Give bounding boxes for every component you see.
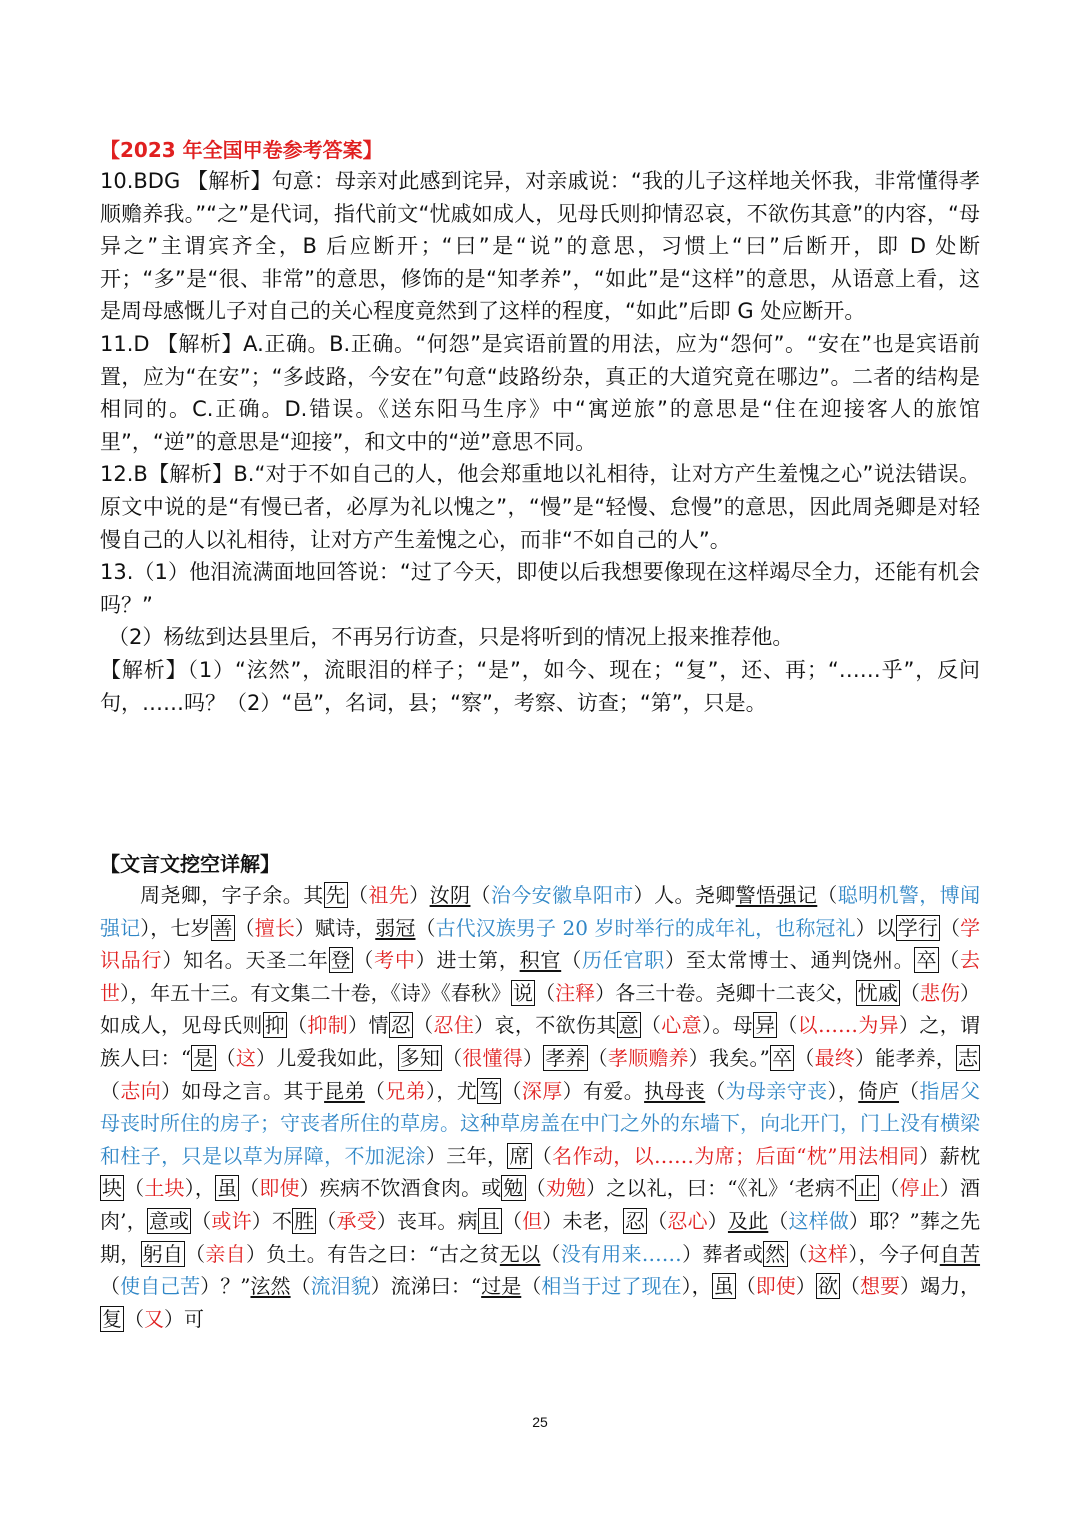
text-segment: ）哀，不欲伤其: [474, 1013, 617, 1038]
classical-text-paragraph: [100, 879, 980, 1335]
text-segment: 周尧卿，字子余。其: [140, 883, 324, 907]
text-segment: ）三年，: [425, 1143, 508, 1168]
text-segment: （: [348, 883, 369, 907]
gloss-red: 很懂得: [462, 1045, 523, 1070]
key-word-boxed: 止: [857, 1176, 878, 1201]
text-segment: （: [287, 1013, 308, 1038]
key-phrase-underlined: 泫然: [250, 1274, 291, 1299]
text-segment: （: [316, 1208, 337, 1233]
key-phrase-underlined: 执母丧: [644, 1078, 706, 1103]
text-segment: ）疾病不饮酒食肉。或: [299, 1176, 502, 1201]
answers-heading: 【2023 年全国甲卷参考答案】: [100, 138, 383, 162]
key-word-boxed: 忧戚: [857, 980, 898, 1005]
key-word-boxed: 胜: [294, 1208, 315, 1233]
text-segment: ），年五十三。有文集二十卷，《诗》《春秋》: [120, 980, 512, 1005]
text-segment: （: [640, 1013, 662, 1038]
text-segment: （: [879, 1176, 900, 1201]
text-segment: ）儿爱我如此，: [256, 1045, 398, 1070]
text-segment: （: [124, 1176, 145, 1201]
key-word-boxed: 先: [325, 883, 347, 907]
key-word-boxed: 欲: [817, 1274, 838, 1299]
text-segment: （: [521, 1274, 542, 1299]
text-segment: （: [470, 883, 491, 907]
answer-q13-analysis: 【解析】（1）“泫然”，流眼泪的样子；“是”，如今、现在；“复”，还、再；“……乎”，反问句，……吗？（2）“邑”，名词，县；“察”，考察、访查；“第”，只是。: [100, 657, 980, 715]
text-segment: （: [777, 1013, 798, 1038]
text-segment: ）葬者或: [681, 1241, 764, 1266]
text-segment: ）不: [251, 1208, 293, 1233]
text-segment: （: [535, 980, 556, 1005]
text-segment: （: [364, 1078, 386, 1103]
gloss-red: 悲伤: [919, 980, 961, 1005]
text-segment: （: [899, 980, 920, 1005]
gloss-red: 孝顺赡养: [607, 1045, 689, 1070]
gloss-red: 亲自: [205, 1241, 246, 1266]
answers-section: [100, 165, 980, 719]
text-segment: （: [100, 1274, 121, 1299]
text-segment: （: [290, 1274, 311, 1299]
text-segment: ），: [827, 1078, 859, 1103]
text-segment: ），: [681, 1274, 712, 1299]
key-word-boxed: 是: [193, 1045, 214, 1070]
gloss-red: 擅长: [254, 915, 295, 940]
text-segment: ）: [409, 883, 430, 907]
text-segment: （: [124, 1306, 144, 1331]
gloss-red: 忍心: [667, 1208, 708, 1233]
text-segment: （: [768, 1208, 789, 1233]
key-word-boxed: 块: [102, 1176, 123, 1201]
key-word-boxed: 笃: [479, 1078, 500, 1103]
text-segment: ）各三十卷。尧卿十二丧父，: [595, 980, 856, 1005]
gloss-blue: 使自己苦: [120, 1274, 201, 1299]
text-segment: ），尤: [425, 1078, 478, 1103]
text-segment: （: [191, 1208, 212, 1233]
answer-q11: 11.D 【解析】A.正确。B.正确。“何怨”是宾语前置的用法，应为“怨何”。“安在”也是宾语前置，应为“在安”；“多歧路，今安在”句意“歧路纷杂，真正的大道究竟在哪边”。二者的结构是相同的。C.正确。D.错误。《送东阳马生序》中“寓逆旅”的意思是“住在迎接客人的旅馆里”，“逆”的意思是“迎接”，和文中的“逆”意思不同。: [100, 331, 980, 454]
key-phrase-underlined: 弱冠: [375, 915, 416, 940]
key-word-boxed: 然: [765, 1241, 786, 1266]
key-word-boxed: 卒: [771, 1045, 793, 1070]
text-segment: ）情: [348, 1013, 389, 1038]
gloss-blue: 没有用来……: [560, 1241, 682, 1266]
text-segment: ）进士第，: [415, 948, 520, 973]
key-word-boxed: 多知: [399, 1045, 441, 1070]
key-phrase-underlined: 无以: [499, 1241, 541, 1266]
text-segment: （: [839, 1274, 860, 1299]
gloss-red: 祖先: [368, 883, 410, 907]
text-segment: （: [100, 1078, 121, 1103]
text-segment: ）之以礼，曰：“《礼》‘老病不: [586, 1176, 856, 1201]
answer-q13-part2: （2）杨纮到达县里后，不再另行访查，只是将听到的情况上报来推荐他。: [108, 625, 794, 650]
key-phrase-underlined: 昆弟: [324, 1078, 365, 1103]
gloss-red: 但: [522, 1208, 543, 1233]
key-word-boxed: 且: [479, 1208, 500, 1233]
gloss-blue: 为母亲守丧: [725, 1078, 828, 1103]
key-word-boxed: 忍: [625, 1208, 646, 1233]
key-word-boxed: 席: [509, 1143, 530, 1168]
answer-q13-part1: 13.（1）他泪流满面地回答说：“过了今天，即使以后我想要像现在这样竭尽全力，还能有机会吗？”: [100, 560, 980, 617]
classical-text-section: [100, 879, 980, 1335]
gloss-red: 即使: [755, 1274, 796, 1299]
gloss-red: 这: [235, 1045, 257, 1070]
key-word-boxed: 学行: [897, 915, 938, 940]
key-word-boxed: 抑: [264, 1013, 286, 1038]
gloss-red: 心意: [661, 1013, 702, 1038]
gloss-red: 忍住: [433, 1013, 475, 1038]
key-word-boxed: 善: [212, 915, 233, 940]
text-segment: （: [817, 883, 838, 907]
key-word-boxed: 异: [754, 1013, 776, 1038]
gloss-red: 劝勉: [545, 1176, 587, 1201]
key-word-boxed: 志: [958, 1045, 979, 1070]
text-segment: ）能孝养，: [855, 1045, 957, 1070]
text-segment: ）赋诗，: [294, 915, 376, 940]
key-phrase-underlined: 警悟强记: [735, 883, 818, 907]
key-word-boxed: 孝养: [545, 1045, 586, 1070]
wyw-heading: 【文言文挖空详解】: [100, 852, 280, 876]
text-segment: （: [185, 1241, 206, 1266]
gloss-red: 最终: [814, 1045, 856, 1070]
page-number: 25: [532, 1414, 548, 1430]
key-word-boxed: 说: [513, 980, 534, 1005]
text-segment: （: [561, 948, 582, 973]
text-segment: （: [234, 915, 255, 940]
text-segment: ）薪枕: [919, 1143, 981, 1168]
text-segment: ）: [795, 1274, 816, 1299]
key-phrase-underlined: 及此: [727, 1208, 769, 1233]
text-segment: （: [939, 948, 961, 973]
text-segment: （: [787, 1241, 808, 1266]
gloss-red: 深厚: [521, 1078, 563, 1103]
text-segment: ）未老，: [542, 1208, 624, 1233]
text-segment: ）耶？”葬之先期，: [100, 1208, 981, 1266]
text-segment: （: [501, 1208, 523, 1233]
text-segment: ）有爱。: [562, 1078, 645, 1103]
key-word-boxed: 登: [330, 948, 352, 973]
text-segment: ）人。尧卿: [633, 883, 736, 907]
gloss-red: 停止: [899, 1176, 940, 1201]
text-segment: （: [239, 1176, 260, 1201]
key-word-boxed: 躬自: [142, 1241, 184, 1266]
gloss-red: 想要: [859, 1274, 901, 1299]
gloss-blue: 指居父母丧时所住的房子；守丧者所住的草房。这种草房盖在中门之外的东墙下，向北开门，门上没有横梁和柱子，只是以草为屏障，不加泥涂: [100, 1078, 981, 1168]
gloss-red: 兄弟: [385, 1078, 426, 1103]
text-segment: ）知名。天圣二年: [162, 948, 329, 973]
gloss-red: 承受: [336, 1208, 377, 1233]
text-segment: ）竭力，: [900, 1274, 981, 1299]
gloss-red: 又: [144, 1306, 164, 1331]
gloss-red: 去世: [100, 948, 981, 1005]
key-word-boxed: 虽: [217, 1176, 238, 1201]
gloss-red: 抑制: [307, 1013, 349, 1038]
gloss-red: 考中: [374, 948, 416, 973]
text-segment: （: [501, 1078, 522, 1103]
key-phrase-underlined: 自苦: [939, 1241, 981, 1266]
text-segment: ）: [522, 1045, 544, 1070]
gloss-red: 以……为异: [797, 1013, 900, 1038]
gloss-red: 注释: [555, 980, 596, 1005]
gloss-red: 土块: [144, 1176, 185, 1201]
text-segment: ）之，谓族人曰：“: [100, 1013, 981, 1070]
gloss-red: 志向: [120, 1078, 162, 1103]
gloss-blue: 治今安徽阜阳市: [490, 883, 634, 907]
text-segment: ）如成人，见母氏则: [100, 980, 981, 1038]
gloss-blue: 聪明机警，博闻强记: [100, 883, 981, 940]
gloss-red: 或许: [211, 1208, 252, 1233]
gloss-blue: 古代汉族男子 20 岁时举行的成年礼，也称冠礼: [435, 915, 856, 940]
text-segment: （: [215, 1045, 236, 1070]
gloss-blue: 流泪貌: [310, 1274, 371, 1299]
key-phrase-underlined: 积官: [519, 948, 562, 973]
answer-q12: 12.B【解析】B.“对于不如自己的人，他会郑重地以礼相待，让对方产生羞愧之心”说法错误。原文中说的是“有慢已者，必厚为礼以愧之”，“慢”是“轻慢、怠慢”的意思，因此周尧卿是对轻慢自己的人以礼相待，让对方产生羞愧之心，而非“不如自己的人”。: [100, 462, 980, 552]
text-segment: （: [898, 1078, 920, 1103]
text-segment: （: [413, 1013, 434, 1038]
key-phrase-underlined: 汝阴: [429, 883, 471, 907]
text-segment: ）以: [855, 915, 896, 940]
gloss-blue: 历任官职: [581, 948, 666, 973]
key-word-boxed: 忍: [390, 1013, 412, 1038]
gloss-red: 这样: [807, 1241, 849, 1266]
text-segment: （: [442, 1045, 463, 1070]
text-segment: （: [735, 1274, 756, 1299]
text-segment: ）负土。有告之曰：“古之贫: [245, 1241, 500, 1266]
text-segment: ）流涕曰：“: [370, 1274, 482, 1299]
text-segment: ）我矣。”: [688, 1045, 770, 1070]
key-word-boxed: 意: [618, 1013, 639, 1038]
key-phrase-underlined: 倚庐: [858, 1078, 899, 1103]
text-segment: （: [540, 1241, 561, 1266]
gloss-blue: 相当于过了现在: [541, 1274, 682, 1299]
key-word-boxed: 虽: [713, 1274, 734, 1299]
text-segment: （: [531, 1143, 553, 1168]
text-segment: ）可: [164, 1306, 204, 1331]
gloss-red: 学识品行: [100, 915, 981, 973]
text-segment: ）？”: [200, 1274, 251, 1299]
text-segment: ）丧耳。病: [376, 1208, 478, 1233]
key-word-boxed: 复: [102, 1306, 122, 1331]
key-phrase-underlined: 过是: [481, 1274, 522, 1299]
gloss-red: 即使: [259, 1176, 300, 1201]
text-segment: ）酒肉’，: [100, 1176, 981, 1233]
text-segment: （: [525, 1176, 546, 1201]
text-segment: （: [939, 915, 961, 940]
text-segment: ），七岁: [140, 915, 211, 940]
gloss-blue: 这样做: [788, 1208, 850, 1233]
text-segment: （: [415, 915, 436, 940]
text-segment: （: [705, 1078, 726, 1103]
key-word-boxed: 勉: [503, 1176, 524, 1201]
text-segment: ）至太常博士、通判饶州。: [665, 948, 915, 973]
text-segment: ）如母之言。其于: [161, 1078, 325, 1103]
text-segment: ），今子何: [848, 1241, 940, 1266]
gloss-red: 名作动，以……为席；后面“枕”用法相同: [552, 1143, 920, 1168]
text-segment: （: [647, 1208, 668, 1233]
text-segment: ），: [184, 1176, 216, 1201]
text-segment: （: [353, 948, 375, 973]
text-segment: （: [794, 1045, 815, 1070]
answer-q10: 10.BDG 【解析】句意：母亲对此感到诧异，对亲戚说：“我的儿子这样地关怀我，非常懂得孝顺赡养我。”“之”是代词，指代前文“忧戚如成人，见母氏则抑情忍哀，不欲伤其意”的内容，“母异之”主谓宾齐全，B 后应断开；“曰”是“说”的意思，习惯上“曰”后断开，即 D 处断开；“多”是“很、非常”的意思，修饰的是“知孝养”，“如此”是“这样”的意思，从语意上看，这是周母感慨儿子对自己的关心程度竟然到了这样的程度，“如此”后即 G 处应断开。: [100, 169, 980, 324]
text-segment: （: [587, 1045, 608, 1070]
text-segment: ）。母: [701, 1013, 753, 1038]
key-word-boxed: 意或: [148, 1208, 190, 1233]
text-segment: ）: [707, 1208, 728, 1233]
key-word-boxed: 卒: [916, 948, 938, 973]
